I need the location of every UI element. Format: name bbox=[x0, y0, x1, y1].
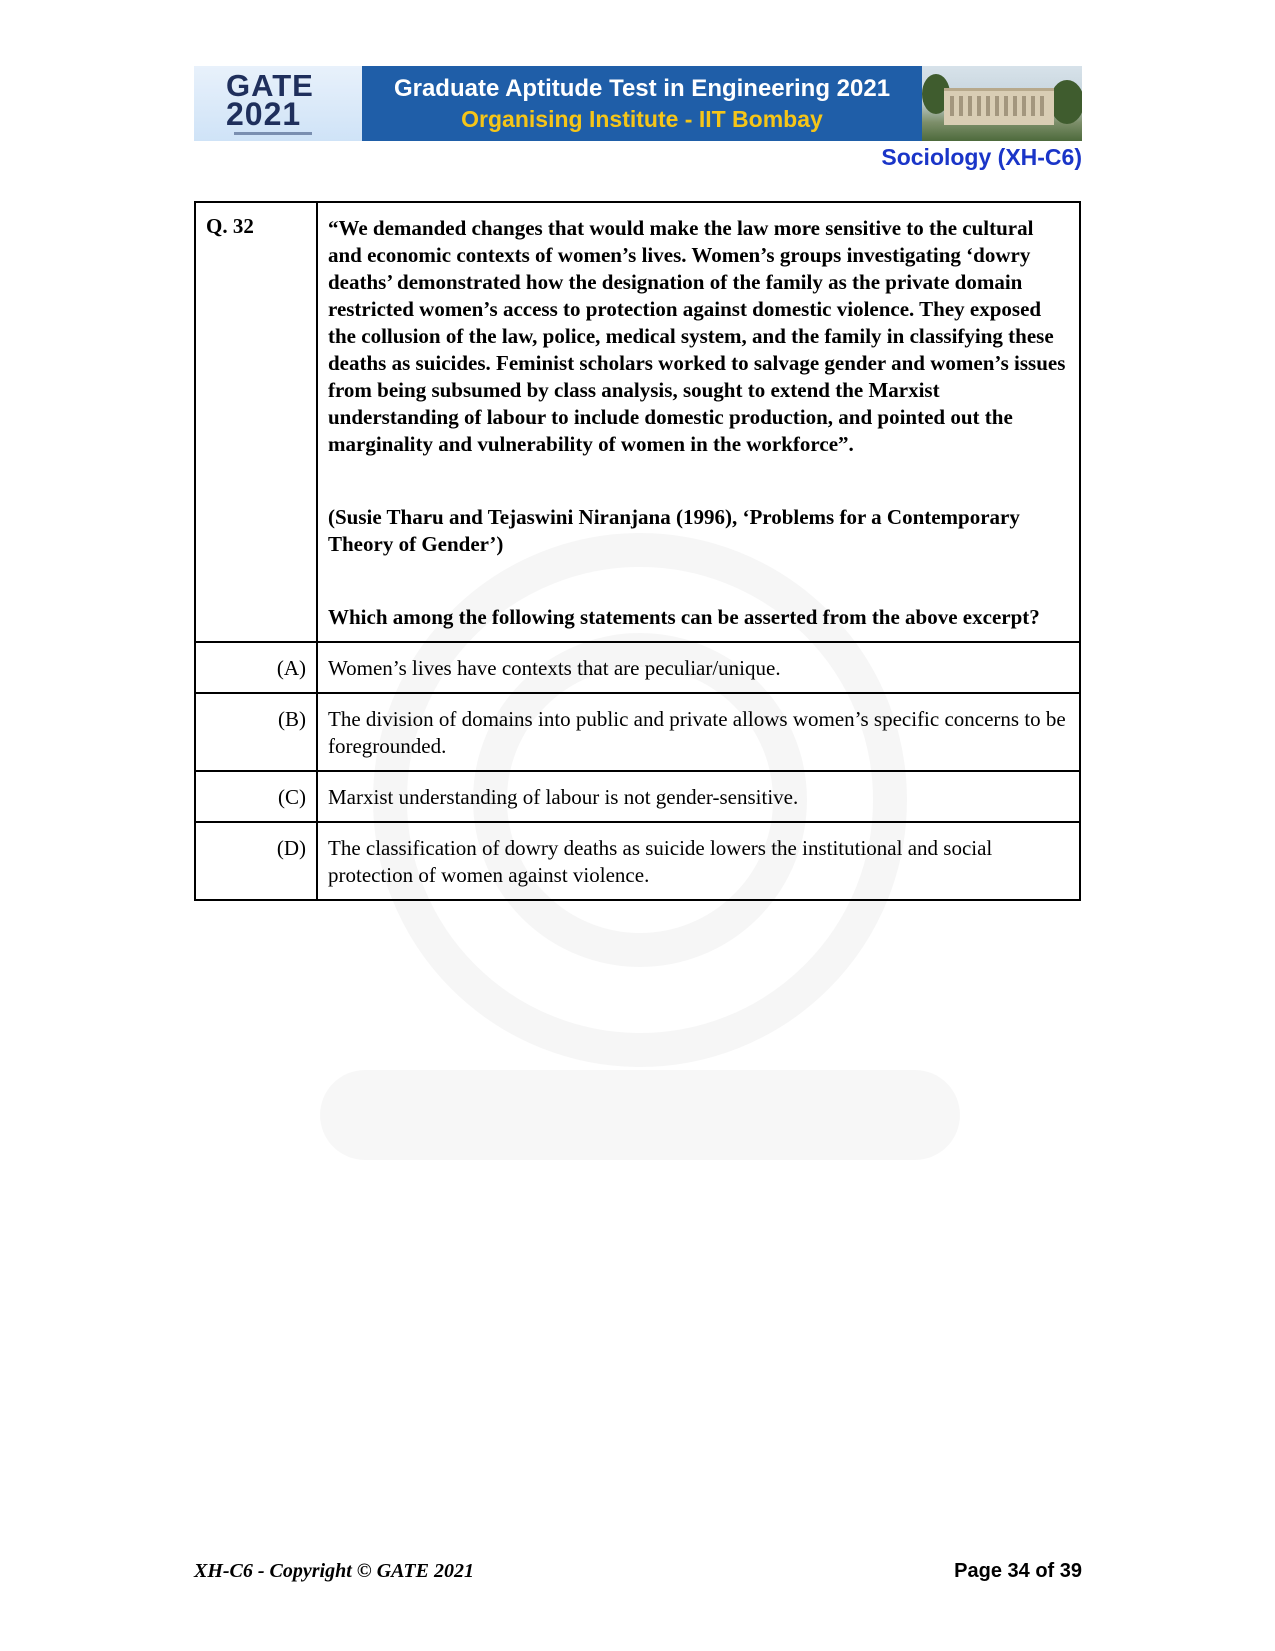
option-label: (B) bbox=[195, 693, 317, 771]
header-banner bbox=[194, 66, 1082, 141]
logo-tagline-bar bbox=[234, 132, 312, 135]
question-citation: (Susie Tharu and Tejaswini Niranjana (1996), ‘Problems for a Contemporary Theory of Gender’) bbox=[328, 505, 1020, 556]
option-text: Women’s lives have contexts that are peculiar/unique. bbox=[317, 642, 1080, 693]
footer-page-number: Page 34 of 39 bbox=[954, 1560, 1082, 1582]
institute-building-photo bbox=[922, 66, 1082, 141]
option-text: Marxist understanding of labour is not gender-sensitive. bbox=[317, 771, 1080, 822]
option-text: The division of domains into public and private allows women’s specific concerns to be foregrounded. bbox=[317, 693, 1080, 771]
option-label: (C) bbox=[195, 771, 317, 822]
banner-title-line2: Organising Institute - IIT Bombay bbox=[461, 105, 823, 132]
logo-word: GATE bbox=[226, 68, 314, 103]
building-windows bbox=[950, 96, 1048, 116]
option-row-c[interactable] bbox=[195, 771, 1080, 822]
logo-year: 2021 bbox=[226, 96, 302, 132]
footer-copyright: XH-C6 - Copyright © GATE 2021 bbox=[194, 1560, 474, 1582]
question-body bbox=[317, 202, 1080, 642]
option-row-b[interactable] bbox=[195, 693, 1080, 771]
question-number: Q. 32 bbox=[206, 214, 254, 238]
option-text: The classification of dowry deaths as suicide lowers the institutional and social protection of women against violence. bbox=[317, 822, 1080, 900]
banner-title-line1: Graduate Aptitude Test in Engineering 2021 bbox=[393, 74, 891, 102]
option-label: (D) bbox=[195, 822, 317, 900]
subject-title: Sociology (XH-C6) bbox=[881, 144, 1082, 170]
question-prompt: Which among the following statements can be asserted from the above excerpt? bbox=[328, 605, 1040, 629]
question-row bbox=[195, 202, 1080, 642]
banner-title bbox=[362, 66, 922, 141]
question-table bbox=[194, 201, 1081, 901]
question-passage: “We demanded changes that would make the law more sensitive to the cultural and economic contexts of women’s lives. Women’s groups investigating ‘dowry deaths’ demonstrated how the designation of the family as the private domain restricted women’s access to protection against domestic violence. They exposed the collusion of the law, police, medical system, and the family in classifying these deaths as suicides. Feminist scholars worked to salvage gender and women’s issues from being subsumed by class analysis, sought to extend the Marxist understanding of labour to include domestic production, and pointed out the marginality and vulnerability of women in the workforce”. bbox=[328, 216, 1066, 456]
gate-logo bbox=[194, 66, 362, 141]
option-label: (A) bbox=[195, 642, 317, 693]
tree-shape bbox=[1050, 80, 1082, 124]
question-number-cell bbox=[195, 202, 317, 642]
option-row-d[interactable] bbox=[195, 822, 1080, 900]
option-row-a[interactable] bbox=[195, 642, 1080, 693]
